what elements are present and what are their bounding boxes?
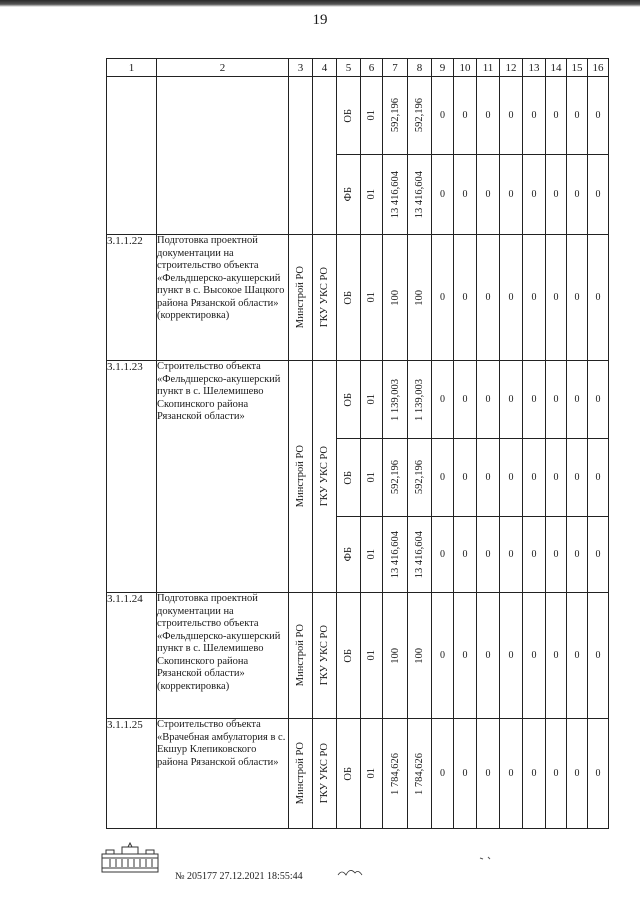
budget-code: 01 bbox=[366, 549, 377, 560]
zero-cell: 0 bbox=[523, 517, 546, 593]
zero-cell: 0 bbox=[454, 439, 477, 517]
zero-cell: 0 bbox=[432, 155, 454, 235]
zero-cell: 0 bbox=[477, 77, 500, 155]
zero-cell: 0 bbox=[500, 155, 523, 235]
budget-code: 01 bbox=[366, 110, 377, 121]
table-row bbox=[107, 593, 609, 719]
empty-cell bbox=[107, 77, 157, 235]
column-header: 10 bbox=[454, 59, 477, 77]
zero-cell: 0 bbox=[523, 361, 546, 439]
column-header: 6 bbox=[361, 59, 383, 77]
funding-source: ОБ bbox=[343, 648, 354, 663]
amount-year: 100 bbox=[414, 647, 425, 664]
amount-total: 100 bbox=[389, 647, 401, 664]
zero-cell: 0 bbox=[500, 439, 523, 517]
responsible-executor: ГКУ УКС РО bbox=[319, 446, 330, 507]
zero-cell: 0 bbox=[588, 719, 609, 829]
zero-cell: 0 bbox=[500, 235, 523, 361]
responsible-customer: Минстрой РО bbox=[295, 266, 306, 329]
amount-year: 1 784,626 bbox=[414, 752, 425, 795]
zero-cell: 0 bbox=[500, 719, 523, 829]
zero-cell: 0 bbox=[546, 593, 567, 719]
column-header: 3 bbox=[289, 59, 313, 77]
zero-cell: 0 bbox=[546, 155, 567, 235]
empty-cell bbox=[289, 77, 313, 235]
zero-cell: 0 bbox=[546, 517, 567, 593]
zero-cell: 0 bbox=[546, 235, 567, 361]
zero-cell: 0 bbox=[588, 77, 609, 155]
zero-cell: 0 bbox=[567, 517, 588, 593]
zero-cell: 0 bbox=[454, 155, 477, 235]
amount-year: 13 416,604 bbox=[414, 530, 425, 579]
measure-description: Подготовка проектной документации на строительство объекта «Фельдшерско-акушерский пункт в с. Высокое Шацкого района Рязанской области» (корректировка) bbox=[157, 235, 289, 361]
column-header: 11 bbox=[477, 59, 500, 77]
zero-cell: 0 bbox=[477, 517, 500, 593]
column-header: 4 bbox=[313, 59, 337, 77]
amount-year: 13 416,604 bbox=[414, 170, 425, 219]
zero-cell: 0 bbox=[588, 517, 609, 593]
zero-cell: 0 bbox=[523, 155, 546, 235]
zero-cell: 0 bbox=[432, 593, 454, 719]
empty-cell bbox=[157, 77, 289, 235]
budget-code: 01 bbox=[366, 650, 377, 661]
amount-total: 100 bbox=[389, 289, 401, 306]
budget-code: 01 bbox=[366, 292, 377, 303]
measure-description: Строительство объекта «Фельдшерско-акушерский пункт в с. Шелемишево Скопинского района Рязанской области» bbox=[157, 361, 289, 593]
amount-total: 1 784,626 bbox=[389, 752, 401, 795]
responsible-customer: Минстрой РО bbox=[295, 445, 306, 508]
zero-cell: 0 bbox=[567, 155, 588, 235]
zero-cell: 0 bbox=[588, 361, 609, 439]
zero-cell: 0 bbox=[477, 361, 500, 439]
zero-cell: 0 bbox=[588, 439, 609, 517]
measure-description: Подготовка проектной документации на строительство объекта «Фельдшерско-акушерский пункт в с. Шелемишево Скопинского района Рязанской области» (корректировка) bbox=[157, 593, 289, 719]
zero-cell: 0 bbox=[500, 517, 523, 593]
amount-year: 1 139,003 bbox=[414, 378, 425, 421]
measure-number: 3.1.1.22 bbox=[107, 235, 157, 361]
amount-year: 592,196 bbox=[414, 460, 425, 495]
budget-code: 01 bbox=[366, 472, 377, 483]
zero-cell: 0 bbox=[546, 719, 567, 829]
measure-number: 3.1.1.24 bbox=[107, 593, 157, 719]
stamp-logo bbox=[100, 842, 580, 882]
zero-cell: 0 bbox=[477, 439, 500, 517]
responsible-customer: Минстрой РО bbox=[295, 624, 306, 687]
measure-description: Строительство объекта «Врачебная амбулатория в с. Екшур Клепиковского района Рязанской области» bbox=[157, 719, 289, 829]
table-row bbox=[107, 719, 609, 829]
document-registration: № 205177 27.12.2021 18:55:44 bbox=[175, 871, 303, 882]
zero-cell: 0 bbox=[432, 361, 454, 439]
zero-cell: 0 bbox=[546, 361, 567, 439]
column-header: 12 bbox=[500, 59, 523, 77]
column-header: 16 bbox=[588, 59, 609, 77]
amount-total: 13 416,604 bbox=[389, 530, 401, 579]
zero-cell: 0 bbox=[477, 235, 500, 361]
column-header-row bbox=[107, 59, 609, 77]
zero-cell: 0 bbox=[523, 235, 546, 361]
zero-cell: 0 bbox=[454, 235, 477, 361]
column-header: 13 bbox=[523, 59, 546, 77]
page-number: 19 bbox=[312, 12, 328, 28]
column-header: 9 bbox=[432, 59, 454, 77]
amount-total: 13 416,604 bbox=[389, 170, 401, 219]
zero-cell: 0 bbox=[523, 719, 546, 829]
responsible-executor: ГКУ УКС РО bbox=[319, 743, 330, 804]
budget-code: 01 bbox=[366, 768, 377, 779]
responsible-executor: ГКУ УКС РО bbox=[319, 625, 330, 686]
zero-cell: 0 bbox=[523, 593, 546, 719]
zero-cell: 0 bbox=[454, 517, 477, 593]
column-header: 8 bbox=[408, 59, 432, 77]
funding-source: ОБ bbox=[343, 290, 354, 305]
table-row bbox=[107, 361, 609, 439]
scan-edge bbox=[0, 0, 640, 7]
zero-cell: 0 bbox=[546, 77, 567, 155]
zero-cell: 0 bbox=[500, 593, 523, 719]
table-row bbox=[107, 77, 609, 155]
zero-cell: 0 bbox=[588, 235, 609, 361]
zero-cell: 0 bbox=[523, 439, 546, 517]
zero-cell: 0 bbox=[567, 77, 588, 155]
amount-year: 592,196 bbox=[414, 98, 425, 133]
zero-cell: 0 bbox=[477, 593, 500, 719]
zero-cell: 0 bbox=[432, 517, 454, 593]
responsible-customer: Минстрой РО bbox=[295, 742, 306, 805]
budget-table bbox=[106, 58, 609, 829]
zero-cell: 0 bbox=[454, 719, 477, 829]
amount-total: 592,196 bbox=[389, 98, 401, 133]
zero-cell: 0 bbox=[567, 235, 588, 361]
zero-cell: 0 bbox=[454, 77, 477, 155]
zero-cell: 0 bbox=[500, 77, 523, 155]
column-header: 15 bbox=[567, 59, 588, 77]
zero-cell: 0 bbox=[588, 593, 609, 719]
column-header: 2 bbox=[157, 59, 289, 77]
zero-cell: 0 bbox=[523, 77, 546, 155]
column-header: 1 bbox=[107, 59, 157, 77]
funding-source: ОБ bbox=[343, 108, 354, 123]
funding-source: ОБ bbox=[343, 470, 354, 485]
table-row bbox=[107, 235, 609, 361]
amount-total: 592,196 bbox=[389, 460, 401, 495]
measure-number: 3.1.1.23 bbox=[107, 361, 157, 593]
zero-cell: 0 bbox=[546, 439, 567, 517]
zero-cell: 0 bbox=[432, 77, 454, 155]
measure-number: 3.1.1.25 bbox=[107, 719, 157, 829]
zero-cell: 0 bbox=[432, 719, 454, 829]
zero-cell: 0 bbox=[567, 439, 588, 517]
zero-cell: 0 bbox=[588, 155, 609, 235]
zero-cell: 0 bbox=[500, 361, 523, 439]
responsible-executor: ГКУ УКС РО bbox=[319, 267, 330, 328]
zero-cell: 0 bbox=[454, 593, 477, 719]
zero-cell: 0 bbox=[432, 439, 454, 517]
funding-source: ОБ bbox=[343, 766, 354, 781]
zero-cell: 0 bbox=[477, 719, 500, 829]
zero-cell: 0 bbox=[567, 719, 588, 829]
zero-cell: 0 bbox=[567, 593, 588, 719]
empty-cell bbox=[313, 77, 337, 235]
funding-source: ОБ bbox=[343, 392, 354, 407]
column-header: 5 bbox=[337, 59, 361, 77]
zero-cell: 0 bbox=[567, 361, 588, 439]
funding-source: ФБ bbox=[343, 187, 354, 202]
budget-code: 01 bbox=[366, 189, 377, 200]
amount-year: 100 bbox=[414, 289, 425, 306]
column-header: 7 bbox=[383, 59, 408, 77]
amount-total: 1 139,003 bbox=[389, 378, 401, 421]
zero-cell: 0 bbox=[432, 235, 454, 361]
budget-code: 01 bbox=[366, 394, 377, 405]
zero-cell: 0 bbox=[477, 155, 500, 235]
funding-source: ФБ bbox=[343, 547, 354, 562]
zero-cell: 0 bbox=[454, 361, 477, 439]
column-header: 14 bbox=[546, 59, 567, 77]
